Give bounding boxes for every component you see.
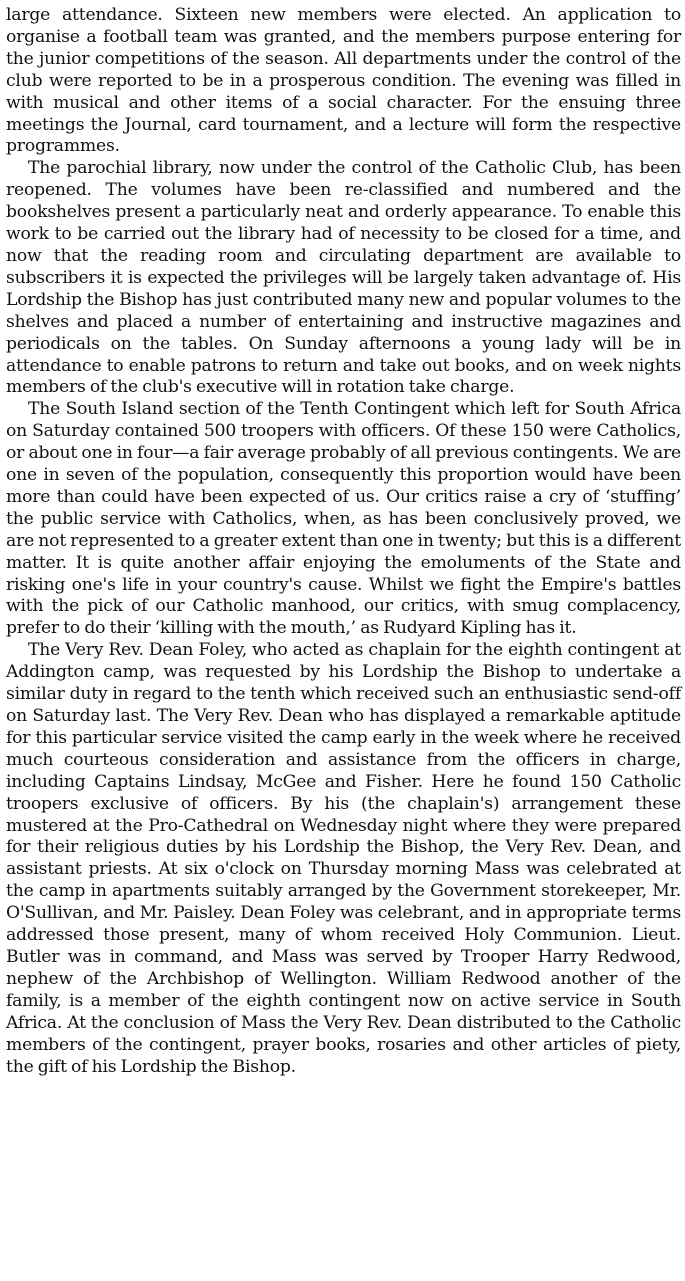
paragraph-club-meeting: large attendance. Sixteen new members were elected. An application to organise a football team was granted, and the members purpose entering for the junior competitions of the season. All departments under the control of the club were reported to be in a prosperous condition. The evening was filled in with musical and other items of a social character. For the ensuing three meetings the Journal, card tournament, and a lecture will form the respective programmes. <box>6 5 681 157</box>
paragraph-dean-foley-chaplain: The Very Rev. Dean Foley, who acted as chaplain for the eighth contingent at Addington camp, was requested by his Lordship the Bishop to undertake a similar duty in regard to the tenth which received such an enthusiastic send-off on Saturday last. The Very Rev. Dean who has displayed a remarkable aptitude for this particular service visited the camp early in the week where he received much courteous consideration and assistance from the officers in charge, including Captains Lindsay, McGee and Fisher. Here he found 150 Catholic troopers exclusive of officers. By his (the chaplain's) arrangement these mustered at the Pro-Cathedral on Wednesday night where they were prepared for their religious duties by his Lordship the Bishop, the Very Rev. Dean, and assistant priests. At six o'clock on Thursday morning Mass was celebrated at the camp in apartments suitably arranged by the Government storekeeper, Mr. O'Sullivan, and Mr. Paisley. Dean Foley was celebrant, and in appropriate terms addressed those present, many of whom received Holy Communion. Lieut. Butler was in command, and Mass was served by Trooper Harry Redwood, nephew of the Archbishop of Wellington. William Redwood another of the family, is a member of the eighth contingent now on active service in South Africa. At the conclusion of Mass the Very Rev. Dean distributed to the Catholic members of the contingent, prayer books, rosaries and other articles of piety, the gift of his Lordship the Bishop. <box>6 640 681 1077</box>
paragraph-parochial-library: The parochial library, now under the control of the Catholic Club, has been reopened. The volumes have been re-classified and numbered and the bookshelves present a particularly neat and orderly appearance. To enable this work to be carried out the library had of necessity to be closed for a time, and now that the reading room and circulating department are available to subscribers it is expected the privileges will be largely taken advantage of. His Lordship the Bishop has just contributed many new and popular volumes to the shelves and placed a number of entertaining and instructive magazines and periodicals on the tables. On Sunday afternoons a young lady will be in attendance to enable patrons to return and take out books, and on week nights members of the club's executive will in rotation take charge. <box>6 158 681 398</box>
paragraph-tenth-contingent: The South Island section of the Tenth Contingent which left for South Africa on Saturday contained 500 troopers with officers. Of these 150 were Catholics, or about one in four—a fair average probably of all previous contingents. We are one in seven of the population, consequently this proportion would have been more than could have been expected of us. Our critics raise a cry of ‘stuffing’ the public service with Catholics, when, as has been conclusively proved, we are not represented to a greater extent than one in twenty; but this is a different matter. It is quite another affair enjoying the emoluments of the State and risking one's life in your country's cause. Whilst we fight the Empire's battles with the pick of our Catholic manhood, our critics, with smug complacency, prefer to do their ‘killing with the mouth,’ as Rudyard Kipling has it. <box>6 399 681 639</box>
